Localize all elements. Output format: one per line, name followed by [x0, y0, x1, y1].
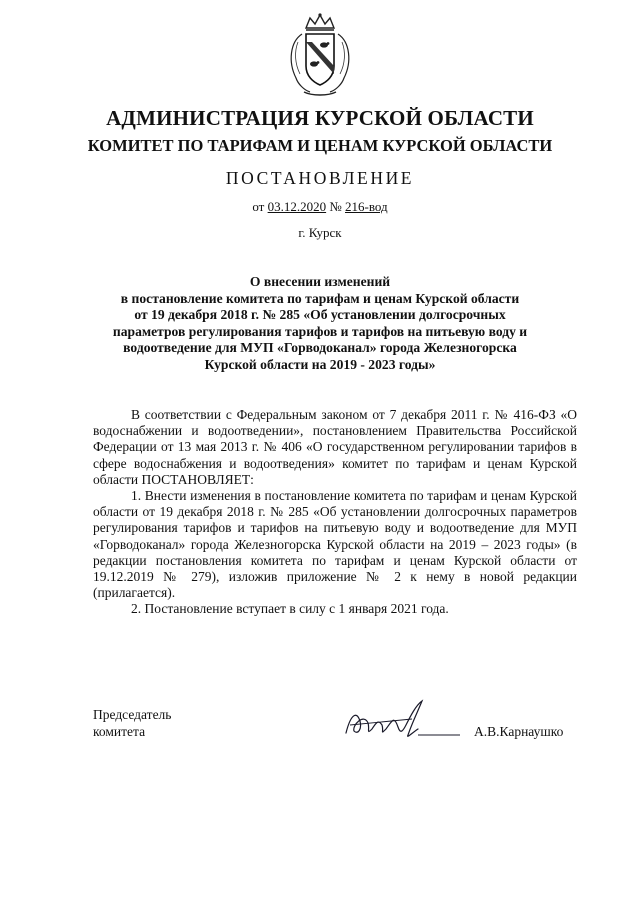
subject-line: Курской области на 2019 - 2023 годы»	[204, 356, 436, 372]
subject-line: от 19 декабря 2018 г. № 285 «Об установлении долгосрочных	[134, 307, 506, 322]
date-prefix: от	[252, 199, 265, 214]
subject-line: в постановление комитета по тарифам и ценам Курской области	[120, 290, 520, 306]
committee-title: КОМИТЕТ ПО ТАРИФАМ И ЦЕНАМ КУРСКОЙ ОБЛАСТИ	[87, 136, 553, 155]
coat-of-arms-emblem	[284, 12, 356, 98]
number-prefix: №	[329, 199, 342, 214]
subject-line: водоотведение для МУП «Горводоканал» города Железногорска	[123, 340, 517, 355]
document-body	[93, 407, 577, 618]
administration-title: АДМИНИСТРАЦИЯ КУРСКОЙ ОБЛАСТИ	[106, 106, 534, 130]
clause-1-paragraph: 1. Внести изменения в постановление комитета по тарифам и ценам Курской области от 19 декабря 2018 г. № 285 «Об установлении долгосрочных параметров регулирования тарифов и тарифов на питьевую воду и водоотведение для МУП «Горводоканал» города Железногорска Курской области на 2019 – 2023 годы» (в редакции постановления комитета по тарифам и ценам Курской области от 19.12.2019 № 279), изложив приложение № 2 к нему в новой редакции (прилагается).	[93, 488, 577, 601]
subject-line: параметров регулирования тарифов и тарифов на питьевую воду и	[112, 323, 528, 339]
date-number-line	[0, 199, 640, 215]
preamble-paragraph: В соответствии с Федеральным законом от 7 декабря 2011 г. № 416-ФЗ «О водоснабжении и водоотведении», постановлением Правительства Российской Федерации от 13 мая 2013 г. № 406 «О государственном регулировании тарифов в сфере водоснабжения и водоотведения» комитет по тарифам и ценам Курской области ПОСТАНОВЛЯЕТ:	[93, 407, 577, 487]
signatory-name: А.В.Карнаушко	[474, 724, 564, 739]
subject-line: О внесении изменений	[249, 274, 391, 289]
document-number: 216-вод	[345, 199, 388, 214]
signatory-position	[93, 707, 171, 740]
handwritten-signature	[342, 695, 462, 745]
position-line: Председатель	[93, 707, 172, 722]
city: г. Курск	[298, 225, 342, 240]
document-date: 03.12.2020	[267, 199, 327, 214]
clause-2-paragraph: 2. Постановление вступает в силу с 1 января 2021 года.	[131, 601, 449, 617]
document-type: ПОСТАНОВЛЕНИЕ	[225, 168, 415, 188]
position-line: комитета	[93, 723, 146, 739]
document-subject	[0, 274, 640, 373]
